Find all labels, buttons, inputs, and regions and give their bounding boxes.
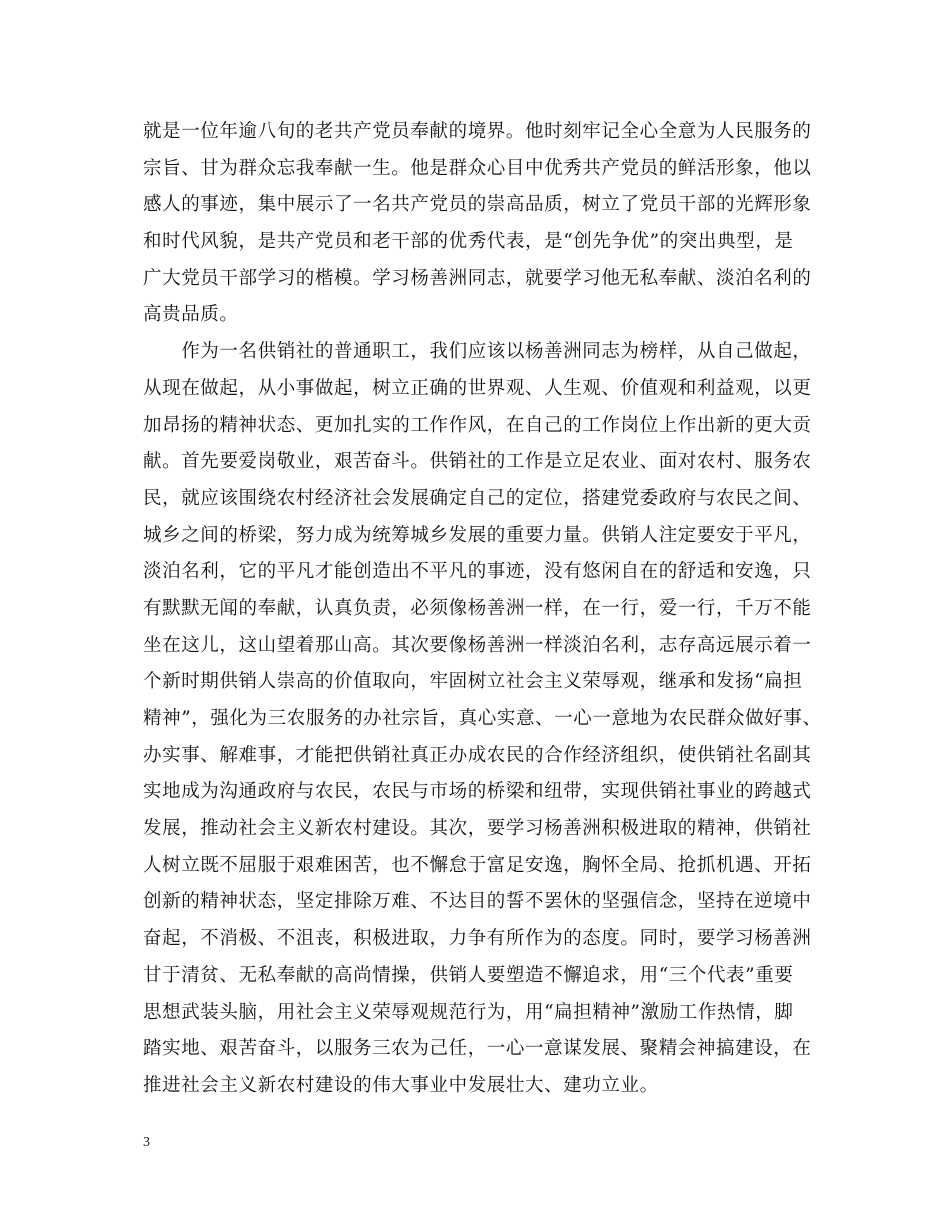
text-line: 精神”，强化为三农服务的办社宗旨，真心实意、一心一意地为农民群众做好事、	[143, 708, 822, 729]
text-line: 宗旨、甘为群众忘我奉献一生。他是群众心目中优秀共产党员的鲜活形象，他以	[143, 157, 812, 179]
text-line: 加昂扬的精神状态、更加扎实的工作作风，在自己的工作岗位上作出新的更大贡	[143, 414, 812, 436]
text-line: 推进社会主义新农村建设的伟大事业中发展壮大、建功立业。	[143, 1074, 659, 1096]
text-line: 实地成为沟通政府与农民，农民与市场的桥梁和纽带，实现供销社事业的跨越式	[143, 781, 812, 803]
text-line: 甘于清贫、无私奉献的高尚情操，供销人要塑造不懈追求，用“三个代表”重要	[143, 964, 794, 986]
text-line: 民，就应该围绕农村经济社会发展确定自己的定位，搭建党委政府与农民之间、	[143, 487, 812, 509]
text-line: 有默默无闻的奉献，认真负责，必须像杨善洲一样，在一行，爱一行，千万不能	[143, 597, 812, 619]
text-line: 从现在做起，从小事做起，树立正确的世界观、人生观、价值观和利益观，以更	[143, 377, 812, 399]
text-line: 思想武装头脑，用社会主义荣辱观规范行为，用“扁担精神”激励工作热情，脚	[143, 1001, 794, 1023]
text-line: 办实事、解难事，才能把供销社真正办成农民的合作经济组织，使供销社名副其	[143, 744, 812, 766]
text-line: 高贵品质。	[143, 304, 239, 326]
text-line: 献。首先要爱岗敬业，艰苦奋斗。供销社的工作是立足农业、面对农村、服务农	[143, 451, 812, 473]
text-line: 创新的精神状态，坚定排除万难、不达目的誓不罢休的坚强信念，坚持在逆境中	[143, 891, 812, 913]
text-line: 发展，推动社会主义新农村建设。其次，要学习杨善洲积极进取的精神，供销社	[143, 818, 812, 840]
page-number: 3	[143, 1135, 150, 1150]
text-line: 和时代风貌，是共产党员和老干部的优秀代表，是“创先争优”的突出典型，是	[143, 231, 794, 253]
text-line: 作为一名供销社的普通职工，我们应该以杨善洲同志为榜样，从自己做起，	[143, 341, 812, 363]
text-line: 广大党员干部学习的楷模。学习杨善洲同志，就要学习他无私奉献、淡泊名利的	[143, 267, 812, 289]
body-text	[143, 114, 823, 1105]
text-line: 踏实地、艰苦奋斗，以服务三农为己任，一心一意谋发展、聚精会神搞建设，在	[143, 1038, 812, 1060]
text-line: 城乡之间的桥梁，努力成为统筹城乡发展的重要力量。供销人注定要安于平凡，	[143, 524, 812, 546]
text-line: 淡泊名利，它的平凡才能创造出不平凡的事迹，没有悠闲自在的舒适和安逸，只	[143, 561, 812, 583]
text-line: 人树立既不屈服于艰难困苦，也不懈怠于富足安逸，胸怀全局、抢抓机遇、开拓	[143, 854, 812, 876]
text-line: 感人的事迹，集中展示了一名共产党员的崇高品质，树立了党员干部的光辉形象	[143, 194, 812, 216]
text-line: 坐在这儿，这山望着那山高。其次要像杨善洲一样淡泊名利，志存高远展示着一	[143, 634, 812, 656]
text-line: 个新时期供销人崇高的价值取向，牢固树立社会主义荣辱观，继承和发扬“扁担	[143, 671, 803, 693]
text-line: 就是一位年逾八旬的老共产党员奉献的境界。他时刻牢记全心全意为人民服务的	[143, 121, 812, 142]
text-line: 奋起，不消极、不沮丧，积极进取，力争有所作为的态度。同时，要学习杨善洲	[143, 928, 812, 950]
